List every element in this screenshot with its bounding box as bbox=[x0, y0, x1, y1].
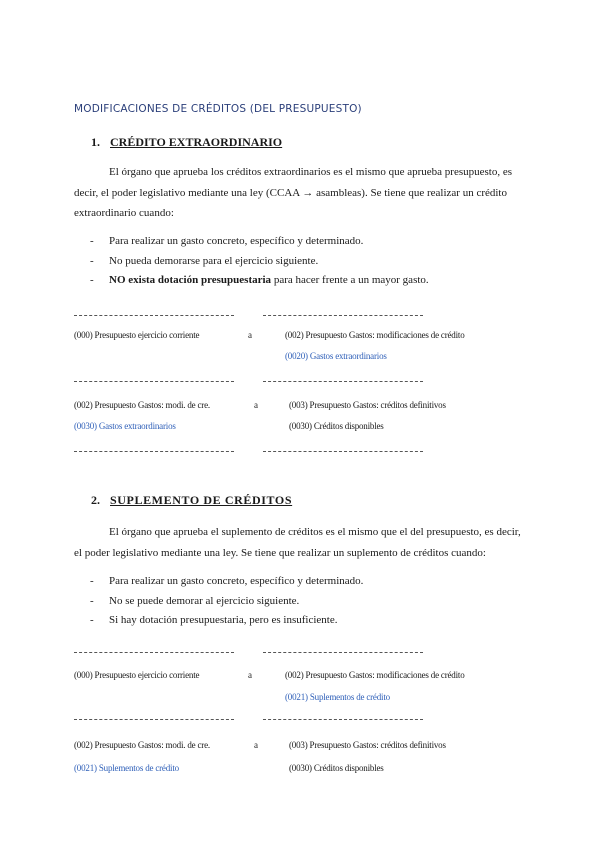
section-1-paragraph bbox=[74, 162, 512, 224]
entry-credit-sub: (0020) Gastos extraordinarios bbox=[285, 351, 387, 361]
dashed-rule bbox=[74, 315, 234, 316]
entry-debit-sub: (0021) Suplementos de crédito bbox=[74, 763, 179, 773]
bullet-item bbox=[109, 274, 429, 286]
paragraph-line: el poder legislativo mediante una ley. Se tiene que realizar un suplemento de créditos cuando: bbox=[74, 546, 486, 559]
paragraph-line: El órgano que aprueba los créditos extraordinarios es el mismo que aprueba presupuesto, es bbox=[109, 166, 513, 178]
paragraph-line: decir, el poder legislativo mediante una ley (CCAA → asambleas). Se tiene que realizar un crédito bbox=[74, 186, 507, 199]
dashed-rule bbox=[263, 719, 423, 720]
entry-debit: (002) Presupuesto Gastos: modi. de cre. bbox=[74, 400, 210, 410]
entry-credit: (003) Presupuesto Gastos: créditos definitivos bbox=[289, 400, 446, 410]
paragraph-line: El órgano que aprueba el suplemento de créditos es el mismo que el del presupuesto, es decir, bbox=[109, 526, 521, 538]
section-2-paragraph bbox=[74, 522, 521, 563]
bullet-dash: - bbox=[90, 595, 94, 607]
bullet-dash: - bbox=[90, 575, 94, 587]
paragraph-line: extraordinario cuando: bbox=[74, 207, 174, 219]
dashed-rule bbox=[263, 381, 423, 382]
dashed-rule bbox=[263, 451, 423, 452]
entry-a: a bbox=[254, 740, 258, 750]
entry-credit-sub: (0030) Créditos disponibles bbox=[289, 763, 384, 773]
section-2-title: SUPLEMENTO DE CRÉDITOS bbox=[110, 493, 293, 507]
dashed-rule bbox=[74, 652, 234, 653]
dashed-rule bbox=[263, 652, 423, 653]
entry-debit: (002) Presupuesto Gastos: modi. de cre. bbox=[74, 740, 210, 750]
dashed-rule bbox=[74, 719, 234, 720]
dashed-rule bbox=[74, 381, 234, 382]
document-heading: MODIFICACIONES DE CRÉDITOS (DEL PRESUPUESTO) bbox=[74, 103, 362, 115]
bullet-item: Para realizar un gasto concreto, específico y determinado. bbox=[109, 235, 364, 247]
entry-credit-sub: (0021) Suplementos de crédito bbox=[285, 692, 390, 702]
entry-credit-sub: (0030) Créditos disponibles bbox=[289, 421, 384, 431]
bullet-dash: - bbox=[90, 274, 94, 286]
bullet-item: Para realizar un gasto concreto, específico y determinado. bbox=[109, 575, 364, 587]
entry-a: a bbox=[248, 330, 252, 340]
bullet-item: No pueda demorarse para el ejercicio siguiente. bbox=[109, 255, 319, 267]
bullet-dash: - bbox=[90, 255, 94, 267]
bullet-item: No se puede demorar al ejercicio siguiente. bbox=[109, 595, 300, 607]
entry-debit: (000) Presupuesto ejercicio corriente bbox=[74, 330, 200, 340]
dashed-rule bbox=[263, 315, 423, 316]
section-2-number: 2. bbox=[91, 493, 100, 507]
bullet-rest-text: para hacer frente a un mayor gasto. bbox=[271, 274, 429, 286]
entry-a: a bbox=[254, 400, 258, 410]
bullet-dash: - bbox=[90, 235, 94, 247]
bullet-bold-text: NO exista dotación presupuestaria bbox=[109, 274, 272, 286]
entry-credit: (002) Presupuesto Gastos: modificaciones de crédito bbox=[285, 330, 465, 340]
entry-debit-sub: (0030) Gastos extraordinarios bbox=[74, 421, 176, 431]
entry-a: a bbox=[248, 670, 252, 680]
bullet-dash: - bbox=[90, 614, 94, 626]
entry-debit: (000) Presupuesto ejercicio corriente bbox=[74, 670, 200, 680]
entry-credit: (003) Presupuesto Gastos: créditos definitivos bbox=[289, 740, 446, 750]
entry-credit: (002) Presupuesto Gastos: modificaciones de crédito bbox=[285, 670, 465, 680]
bullet-item: Si hay dotación presupuestaria, pero es insuficiente. bbox=[109, 614, 338, 626]
section-1-title: CRÉDITO EXTRAORDINARIO bbox=[110, 135, 283, 149]
section-1-number: 1. bbox=[91, 135, 100, 149]
dashed-rule bbox=[74, 451, 234, 452]
